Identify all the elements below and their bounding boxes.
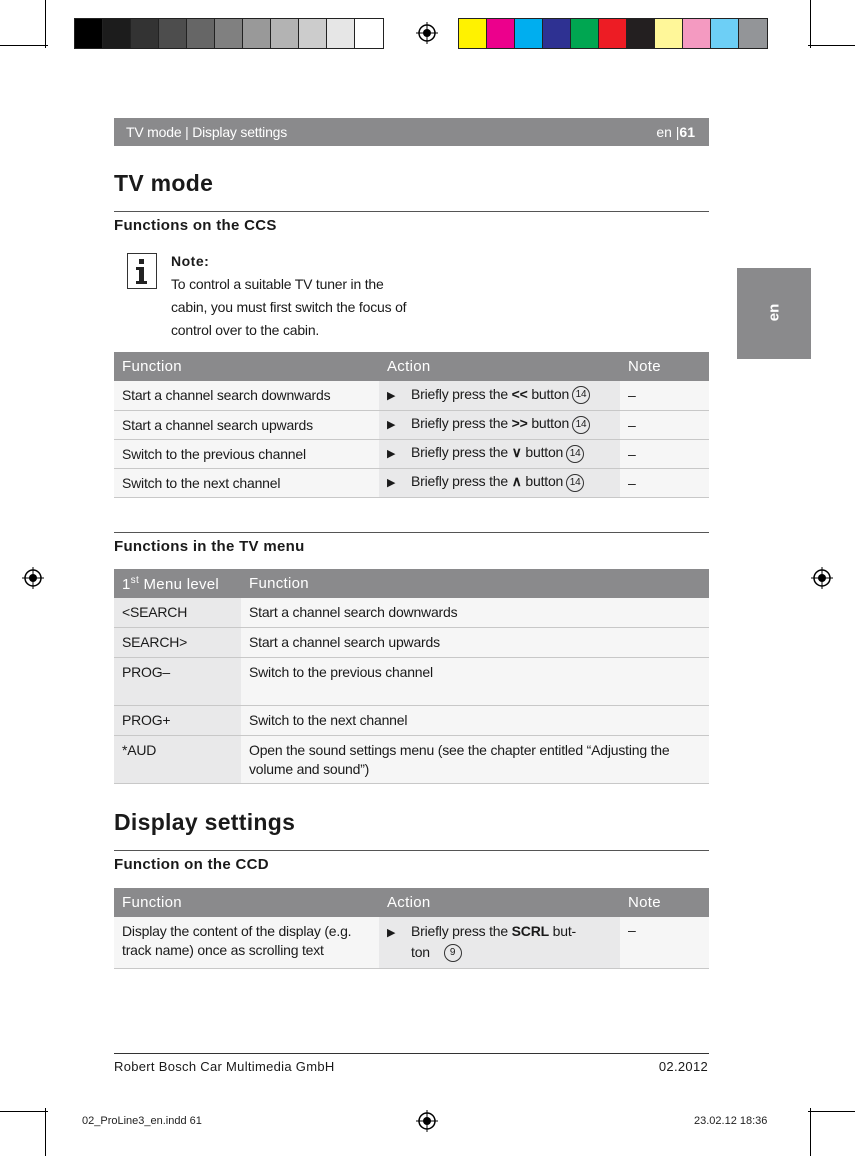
action-cell — [379, 468, 620, 497]
arrow-right-icon: ▶ — [387, 927, 396, 939]
color-swatch — [271, 19, 299, 48]
action-cell — [379, 410, 620, 439]
reference-number-badge: 14 — [572, 386, 590, 404]
registration-mark-top-icon — [416, 22, 438, 44]
color-swatch — [571, 19, 599, 48]
function-cell: Start a channel search upwards — [241, 627, 709, 657]
action-text-line2: ton — [411, 944, 430, 960]
column-header-menu-level — [114, 569, 241, 598]
action-text: Briefly press the — [411, 473, 512, 490]
function-cell: Switch to the previous channel — [114, 439, 379, 468]
color-swatch — [627, 19, 655, 48]
side-tab-label: en — [765, 303, 783, 322]
table-row — [114, 657, 709, 705]
column-header: Function — [114, 888, 379, 917]
footer-date: 02.2012 — [658, 1059, 708, 1074]
registration-mark-bottom-icon — [416, 1110, 438, 1132]
col1-sup: st — [130, 574, 140, 586]
action-cell — [379, 917, 620, 968]
subheading-ccd: Function on the CCD — [114, 856, 269, 873]
table-row — [114, 439, 709, 468]
column-header: Note — [620, 352, 709, 381]
language-side-tab — [737, 268, 811, 359]
header-section-title: TV mode | Display settings — [126, 124, 288, 140]
function-cell: Switch to the previous channel — [241, 657, 709, 705]
action-cell — [379, 439, 620, 468]
note-text: To control a suitable TV tuner in the cabin, you must first switch the focus of control over to the cabin. — [171, 276, 407, 338]
note-cell: – — [620, 439, 709, 468]
header-page-number — [656, 124, 695, 140]
reference-number-badge: 14 — [566, 474, 584, 492]
section-title-tv-mode: TV mode — [114, 170, 214, 196]
subheading-ccs: Functions on the CCS — [114, 217, 277, 234]
table-row — [114, 410, 709, 439]
menu-level-cell: <SEARCH — [114, 598, 241, 627]
divider — [114, 850, 709, 851]
table-row — [114, 705, 709, 735]
reference-number-badge: 14 — [572, 416, 590, 434]
function-cell: Switch to the next channel — [241, 705, 709, 735]
info-icon — [127, 253, 157, 289]
note-cell: – — [620, 381, 709, 410]
color-swatch — [543, 19, 571, 48]
note-cell: – — [620, 917, 709, 968]
color-swatch — [515, 19, 543, 48]
color-swatch — [459, 19, 487, 48]
menu-level-cell: *AUD — [114, 735, 241, 783]
table-row — [114, 468, 709, 497]
color-swatch — [327, 19, 355, 48]
process-color-bar — [458, 18, 768, 49]
action-text: Briefly press the — [411, 923, 512, 939]
table-row — [114, 627, 709, 657]
section-title-display-settings: Display settings — [114, 809, 296, 835]
action-text-suffix: button — [527, 386, 570, 403]
key-label: ∧ — [511, 473, 522, 490]
key-label: >> — [511, 415, 528, 432]
key-label: SCRL — [511, 923, 549, 939]
action-text-suffix: button — [521, 444, 564, 461]
slug-filename: 02_ProLine3_en.indd 61 — [82, 1115, 202, 1127]
col1-num: 1 — [122, 575, 131, 593]
color-swatch — [599, 19, 627, 48]
ccd-functions-table — [114, 888, 709, 969]
table-header-row — [114, 352, 709, 381]
color-swatch — [739, 19, 767, 48]
note-cell: – — [620, 410, 709, 439]
color-swatch — [683, 19, 711, 48]
table-header-row — [114, 888, 709, 917]
color-swatch — [487, 19, 515, 48]
table-row — [114, 598, 709, 627]
column-header: Action — [379, 888, 620, 917]
note-title: Note: — [171, 253, 210, 269]
column-header: Function — [114, 352, 379, 381]
arrow-right-icon: ▶ — [387, 477, 396, 490]
table-row — [114, 917, 709, 968]
action-text-suffix: button — [527, 415, 570, 432]
reference-number-badge: 14 — [566, 445, 584, 463]
color-swatch — [215, 19, 243, 48]
function-cell: Display the content of the display (e.g. track name) once as scrolling text — [114, 917, 379, 968]
registration-mark-right-icon — [811, 567, 833, 589]
function-cell: Switch to the next channel — [114, 468, 379, 497]
subheading-tv-menu: Functions in the TV menu — [114, 538, 305, 555]
function-cell: Start a channel search downwards — [241, 598, 709, 627]
menu-level-cell: SEARCH> — [114, 627, 241, 657]
table-header-row — [114, 569, 709, 598]
function-cell: Open the sound settings menu (see the chapter entitled “Adjusting the volume and sound”) — [241, 735, 709, 783]
color-swatch — [187, 19, 215, 48]
action-text: Briefly press the — [411, 444, 512, 461]
footer-divider — [114, 1053, 709, 1054]
menu-level-cell: PROG– — [114, 657, 241, 705]
table-row — [114, 381, 709, 410]
action-text-suffix: button — [521, 473, 564, 490]
running-header — [114, 118, 709, 146]
arrow-right-icon: ▶ — [387, 448, 396, 461]
slug-timestamp: 23.02.12 18:36 — [694, 1115, 768, 1127]
arrow-right-icon: ▶ — [387, 419, 396, 432]
color-swatch — [655, 19, 683, 48]
color-swatch — [103, 19, 131, 48]
function-cell: Start a channel search upwards — [114, 410, 379, 439]
color-swatch — [711, 19, 739, 48]
footer-publisher: Robert Bosch Car Multimedia GmbH — [114, 1059, 335, 1074]
table-row — [114, 735, 709, 783]
arrow-right-icon: ▶ — [387, 390, 396, 403]
column-header: Note — [620, 888, 709, 917]
note-cell: – — [620, 468, 709, 497]
key-label: ∨ — [511, 444, 522, 461]
color-swatch — [131, 19, 159, 48]
column-header: Action — [379, 352, 620, 381]
function-cell: Start a channel search downwards — [114, 381, 379, 410]
color-swatch — [243, 19, 271, 48]
action-text: Briefly press the — [411, 415, 512, 432]
divider — [114, 532, 709, 533]
registration-mark-left-icon — [22, 567, 44, 589]
ccs-functions-table — [114, 352, 709, 498]
page-number: 61 — [679, 124, 695, 140]
action-cell — [379, 381, 620, 410]
header-lang: en | — [656, 124, 680, 140]
grayscale-color-bar — [74, 18, 384, 49]
menu-level-cell: PROG+ — [114, 705, 241, 735]
color-swatch — [75, 19, 103, 48]
color-swatch — [159, 19, 187, 48]
color-swatch — [299, 19, 327, 48]
column-header: Function — [241, 569, 709, 598]
tv-menu-table — [114, 569, 709, 784]
action-text-suffix: but- — [548, 923, 576, 939]
color-swatch — [355, 19, 383, 48]
col1-text: Menu level — [139, 575, 220, 593]
reference-number-badge: 9 — [444, 944, 462, 962]
action-text: Briefly press the — [411, 386, 512, 403]
key-label: << — [511, 386, 528, 403]
divider — [114, 211, 709, 212]
